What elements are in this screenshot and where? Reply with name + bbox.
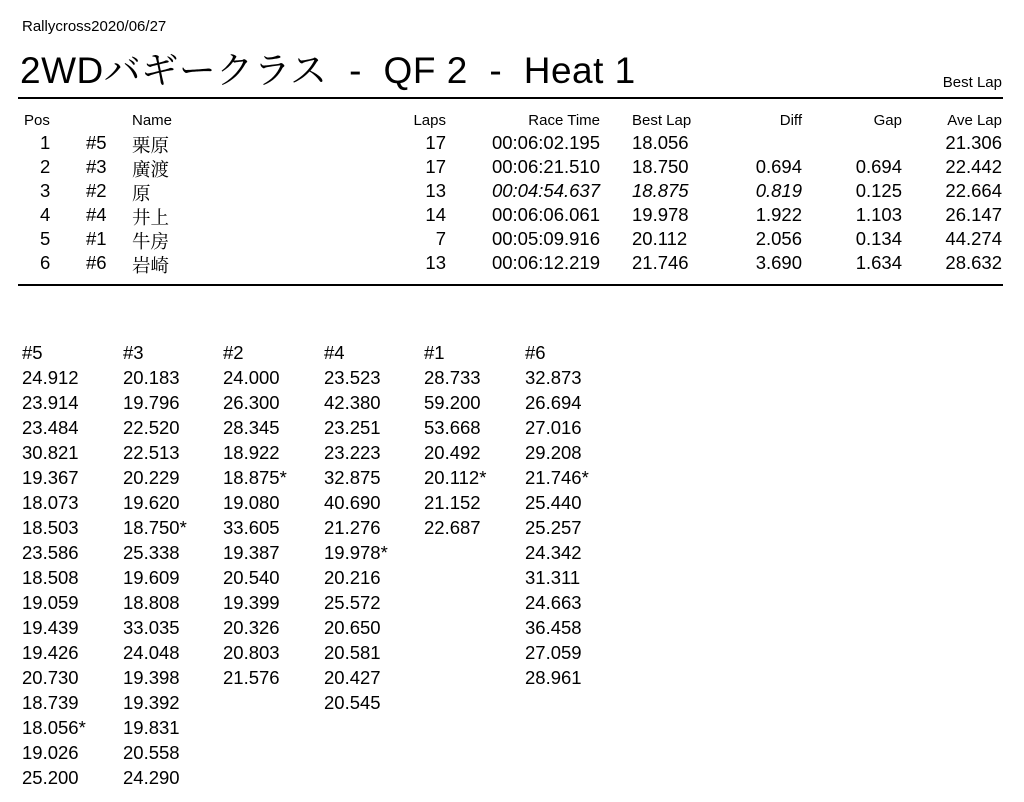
lap-time: 19.398 [123,667,180,688]
result-laps: 14 [425,204,446,225]
col-pos: Pos [24,112,50,129]
lap-time: 22.687 [424,517,481,538]
lap-column-header: #1 [424,342,445,363]
lap-time: 20.545 [324,692,381,713]
lap-time: 23.223 [324,442,381,463]
lap-time: 28.961 [525,667,582,688]
result-race-time: 00:06:06.061 [491,204,600,225]
result-driver-name: 栗原 [132,135,170,156]
lap-time: 28.733 [424,367,481,388]
lap-time: 18.503 [22,517,79,538]
result-race-time: 00:06:21.510 [491,156,600,177]
lap-time: 53.668 [424,417,481,438]
lap-time: 18.750* [123,517,187,538]
result-driver-name: 岩崎 [132,255,170,276]
lap-time: 23.586 [22,542,79,563]
lap-time: 20.112* [424,467,487,488]
lap-time: 20.650 [324,617,381,638]
lap-time: 20.229 [123,467,180,488]
lap-time: 31.311 [525,567,581,588]
result-car-number: #4 [86,204,107,225]
lap-time: 59.200 [424,392,481,413]
lap-time: 32.875 [324,467,381,488]
result-ave-lap: 28.632 [945,252,1002,273]
lap-time: 25.440 [525,492,582,513]
result-diff: 1.922 [755,204,802,225]
result-pos: 1 [40,132,51,153]
lap-time: 20.326 [223,617,280,638]
result-car-number: #6 [86,252,107,273]
result-gap: 0.125 [855,180,902,201]
result-car-number: #1 [86,228,107,249]
result-race-time: 00:04:54.637 [491,180,600,201]
result-ave-lap: 26.147 [945,204,1002,225]
lap-time: 23.251 [324,417,381,438]
result-driver-name: 廣渡 [132,159,170,180]
lap-time: 24.342 [525,542,582,563]
result-diff: 2.056 [755,228,802,249]
lap-column-car-1 [424,340,524,540]
lap-time: 28.345 [223,417,280,438]
result-car-number: #5 [86,132,107,153]
result-diff: 3.690 [755,252,802,273]
result-gap: 0.694 [855,156,902,177]
results-header [0,112,1024,130]
lap-time: 25.572 [324,592,381,613]
lap-time: 33.035 [123,617,180,638]
result-driver-name: 原 [132,183,151,204]
report-subtitle: Rallycross2020/06/27 [22,18,167,35]
col-diff: Diff [779,112,802,129]
result-best-lap: 19.978 [632,204,689,225]
lap-column-car-4 [324,340,424,715]
result-car-number: #2 [86,180,107,201]
results-table [0,112,1024,276]
result-pos: 4 [40,204,51,225]
lap-time: 18.073 [22,492,79,513]
lap-time: 27.059 [525,642,582,663]
result-laps: 17 [425,132,446,153]
result-ave-lap: 22.664 [945,180,1002,201]
result-best-lap: 18.875 [632,180,689,201]
lap-time: 23.914 [22,392,79,413]
lap-time: 19.392 [123,692,180,713]
result-pos: 2 [40,156,51,177]
result-best-lap: 18.056 [632,132,689,153]
lap-time: 29.208 [525,442,582,463]
result-laps: 17 [425,156,446,177]
header-rule [18,97,1003,99]
result-gap: 0.134 [855,228,902,249]
col-name: Name [132,112,173,129]
result-best-lap: 18.750 [632,156,689,177]
lap-column-header: #5 [22,342,43,363]
lap-time: 25.257 [525,517,582,538]
result-diff: 0.819 [755,180,802,201]
result-row [0,228,1024,252]
result-diff: 0.694 [755,156,802,177]
lap-time: 20.581 [324,642,381,663]
result-best-lap: 21.746 [632,252,689,273]
lap-time: 18.508 [22,567,79,588]
lap-time: 30.821 [22,442,79,463]
lap-time: 20.216 [324,567,381,588]
lap-time: 42.380 [324,392,381,413]
lap-time: 19.367 [22,467,79,488]
lap-time: 18.808 [123,592,180,613]
lap-column-car-6 [525,340,625,690]
result-gap: 1.634 [855,252,902,273]
lap-time: 25.338 [123,542,180,563]
lap-time: 19.059 [22,592,79,613]
lap-time: 21.746* [525,467,589,488]
result-driver-name: 牛房 [132,231,170,252]
col-best-lap: Best Lap [632,112,692,129]
report-title: 2WDバギークラス - QF 2 - Heat 1 [20,50,636,91]
lap-time: 20.558 [123,742,180,763]
lap-time: 19.080 [223,492,280,513]
result-ave-lap: 44.274 [945,228,1002,249]
lap-time: 40.690 [324,492,381,513]
result-car-number: #3 [86,156,107,177]
result-best-lap: 20.112 [632,228,688,249]
lap-time: 20.492 [424,442,481,463]
lap-time: 19.426 [22,642,79,663]
result-row [0,132,1024,156]
lap-time: 20.427 [324,667,381,688]
lap-time: 18.739 [22,692,79,713]
lap-time: 26.694 [525,392,582,413]
lap-time: 23.523 [324,367,381,388]
lap-time: 19.439 [22,617,79,638]
result-laps: 13 [425,252,446,273]
result-pos: 5 [40,228,51,249]
lap-time: 19.026 [22,742,79,763]
result-row [0,252,1024,276]
col-laps: Laps [413,112,446,129]
results-rule [18,284,1003,286]
lap-time: 21.276 [324,517,381,538]
result-row [0,180,1024,204]
lap-time: 24.663 [525,592,582,613]
lap-time: 20.803 [223,642,280,663]
lap-time: 18.922 [223,442,280,463]
result-row [0,204,1024,228]
result-laps: 7 [435,228,446,249]
lap-time: 22.513 [123,442,180,463]
lap-column-header: #4 [324,342,345,363]
lap-time: 18.875* [223,467,287,488]
best-lap-caption: Best Lap [942,74,1002,91]
col-ave-lap: Ave Lap [947,112,1002,129]
lap-time: 32.873 [525,367,582,388]
lap-column-car-3 [123,340,223,790]
lap-column-header: #6 [525,342,546,363]
lap-time: 27.016 [525,417,582,438]
lap-time: 19.831 [123,717,180,738]
lap-time: 20.730 [22,667,79,688]
lap-time: 21.576 [223,667,280,688]
lap-time: 24.000 [223,367,280,388]
result-pos: 3 [40,180,51,201]
lap-time: 22.520 [123,417,180,438]
lap-time: 36.458 [525,617,582,638]
result-gap: 1.103 [855,204,902,225]
lap-time: 21.152 [424,492,481,513]
lap-column-car-2 [223,340,323,690]
lap-time: 19.978* [324,542,388,563]
result-pos: 6 [40,252,51,273]
lap-time: 33.605 [223,517,280,538]
lap-time: 26.300 [223,392,280,413]
result-race-time: 00:05:09.916 [491,228,600,249]
lap-time: 20.540 [223,567,280,588]
result-race-time: 00:06:02.195 [491,132,600,153]
lap-time: 19.796 [123,392,180,413]
result-laps: 13 [425,180,446,201]
col-race-time: Race Time [528,112,600,129]
lap-column-header: #3 [123,342,144,363]
lap-time: 24.048 [123,642,180,663]
lap-time: 19.399 [223,592,280,613]
lap-time: 18.056* [22,717,86,738]
result-ave-lap: 22.442 [945,156,1002,177]
lap-time: 25.200 [22,767,79,788]
result-row [0,156,1024,180]
lap-time: 19.620 [123,492,180,513]
col-gap: Gap [873,112,902,129]
result-race-time: 00:06:12.219 [491,252,600,273]
result-ave-lap: 21.306 [945,132,1002,153]
lap-time: 20.183 [123,367,180,388]
lap-time: 19.387 [223,542,280,563]
lap-column-car-5 [22,340,122,790]
lap-column-header: #2 [223,342,244,363]
lap-time: 23.484 [22,417,79,438]
lap-time: 24.290 [123,767,180,788]
lap-time: 24.912 [22,367,79,388]
result-driver-name: 井上 [132,207,170,228]
lap-time: 19.609 [123,567,180,588]
